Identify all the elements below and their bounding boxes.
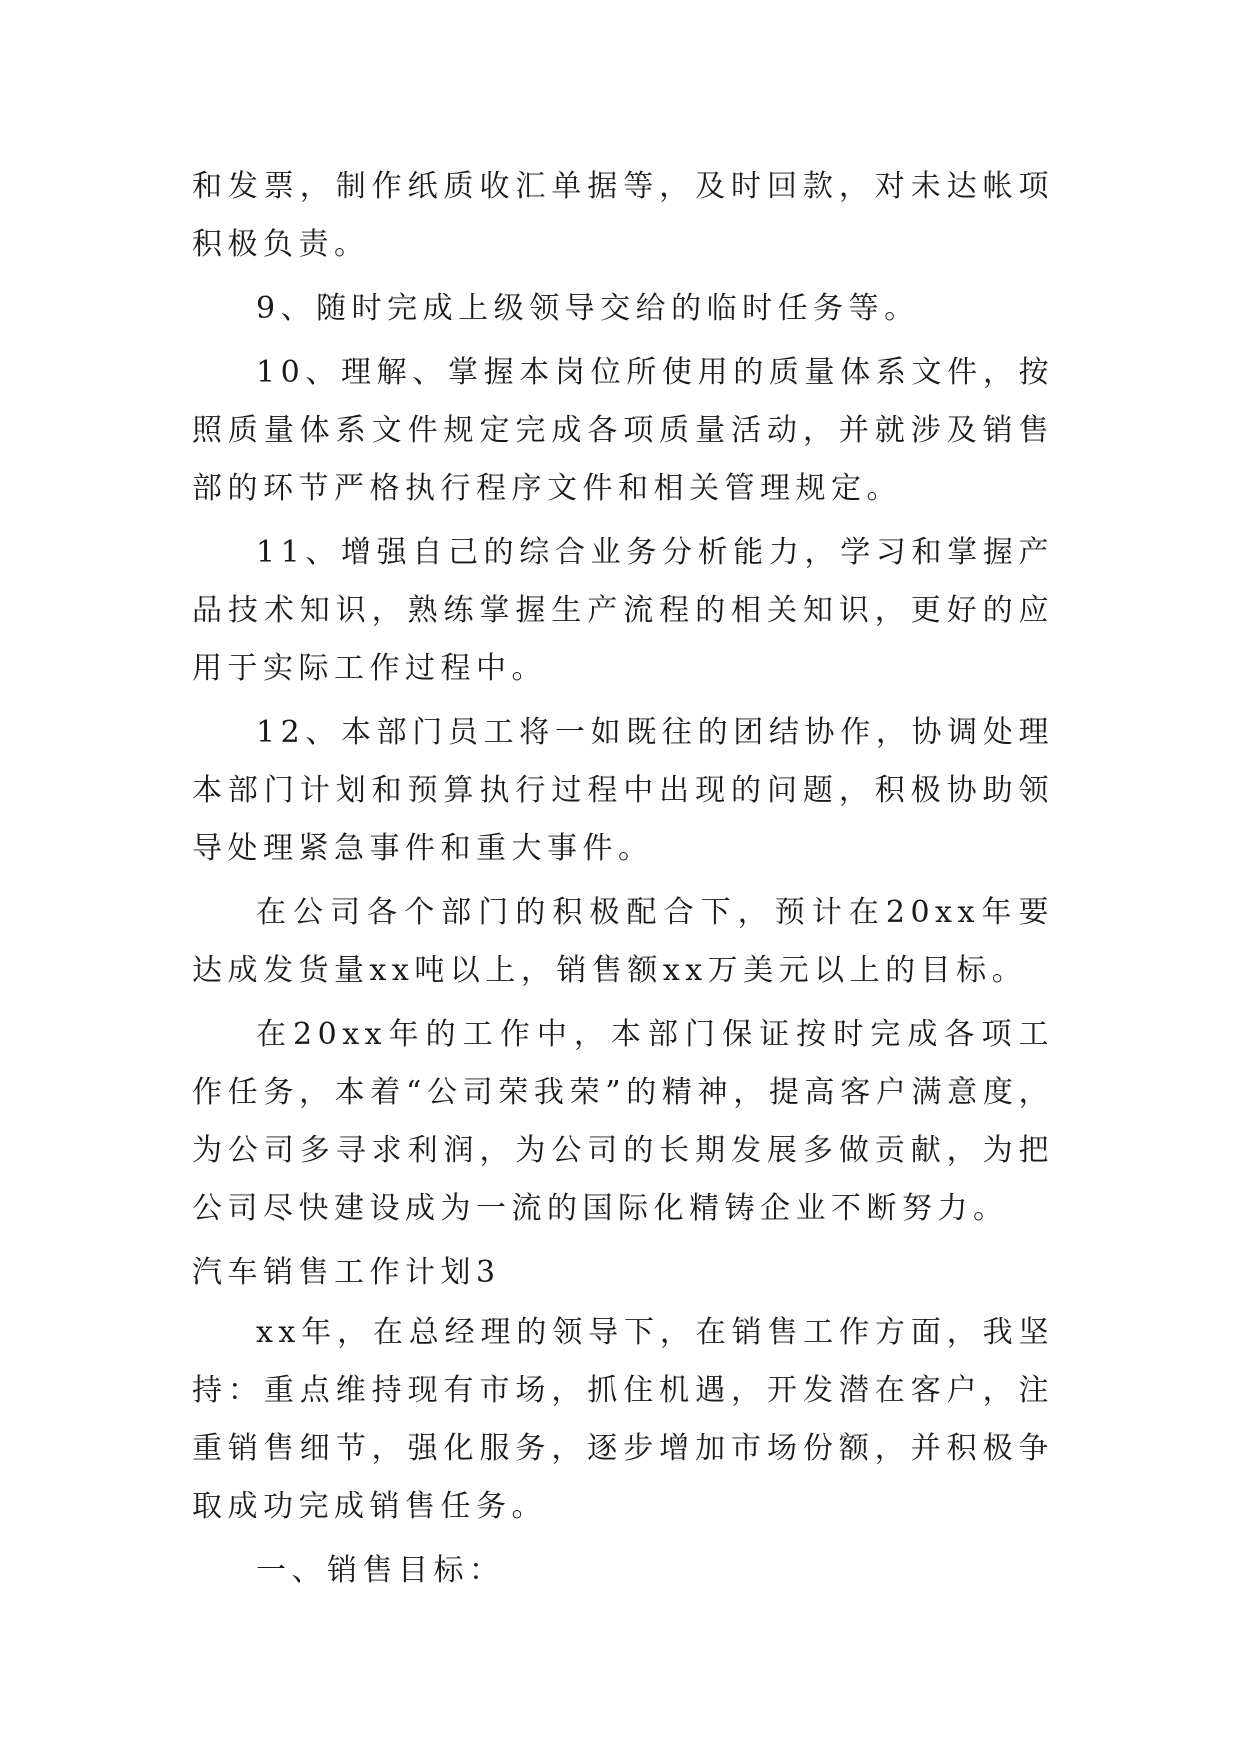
document-body [192, 158, 1054, 1606]
paragraph-commitment: 在20xx年的工作中，本部门保证按时完成各项工作任务，本着“公司荣我荣”的精神，提高客户满意度，为公司多寻求利润，为公司的长期发展多做贡献，为把公司尽快建设成为一流的国际化精铸企业不断努力。 [192, 1017, 1054, 1226]
paragraph-continuation: 和发票，制作纸质收汇单据等，及时回款，对未达帐项积极负责。 [192, 169, 1054, 262]
paragraph-target: 在公司各个部门的积极配合下，预计在20xx年要达成发货量xx吨以上，销售额xx万美元以上的目标。 [192, 895, 1054, 988]
paragraph-intro: xx年，在总经理的领导下，在销售工作方面，我坚持：重点维持现有市场，抓住机遇，开发潜在客户，注重销售细节，强化服务，逐步增加市场份额，并积极争取成功完成销售任务。 [192, 1315, 1054, 1524]
subheading-sales-target: 一、销售目标： [256, 1553, 505, 1588]
paragraph-item-11: 11、增强自己的综合业务分析能力，学习和掌握产品技术知识，熟练掌握生产流程的相关知识，更好的应用于实际工作过程中。 [192, 535, 1054, 686]
paragraph-item-9: 9、随时完成上级领导交给的临时任务等。 [256, 291, 920, 326]
paragraph-item-10: 10、理解、掌握本岗位所使用的质量体系文件，按照质量体系文件规定完成各项质量活动，并就涉及销售部的环节严格执行程序文件和相关管理规定。 [192, 355, 1054, 506]
section-title: 汽车销售工作计划3 [192, 1255, 501, 1290]
paragraph-item-12: 12、本部门员工将一如既往的团结协作，协调处理本部门计划和预算执行过程中出现的问题，积极协助领导处理紧急事件和重大事件。 [192, 715, 1054, 866]
